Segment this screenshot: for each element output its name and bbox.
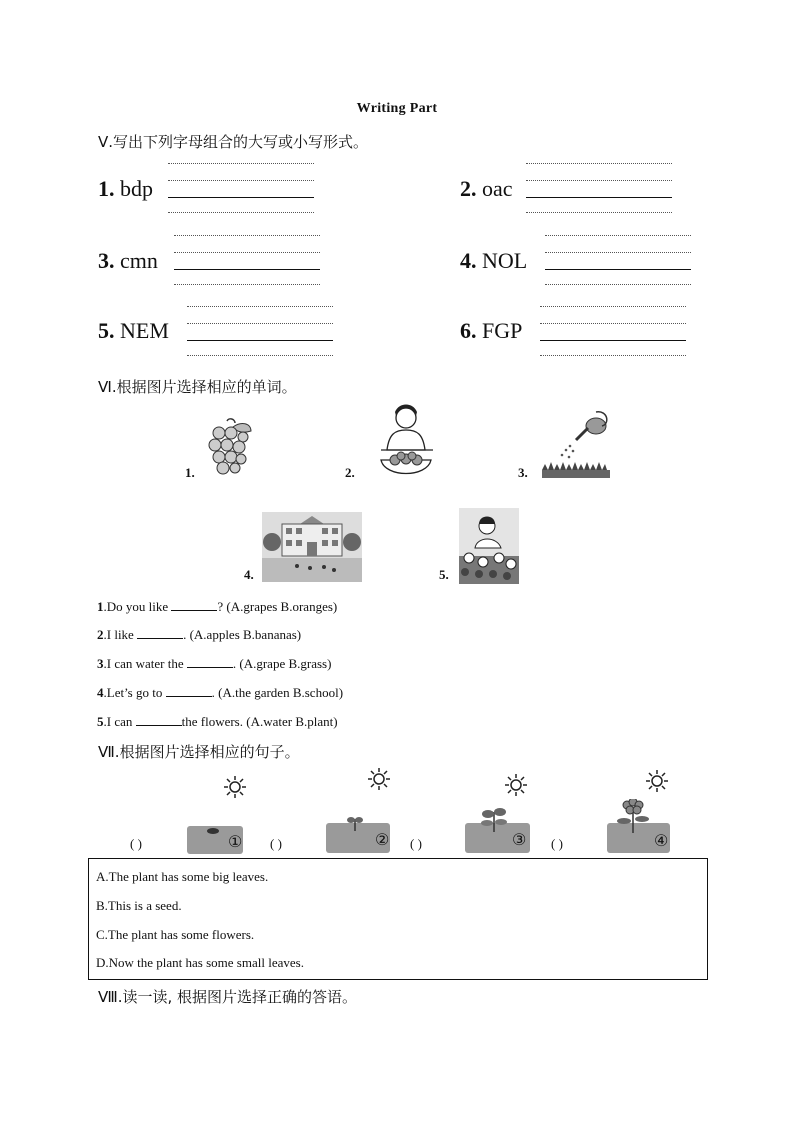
writing-lines-2[interactable]	[526, 163, 672, 213]
plant-leaves-icon	[480, 806, 508, 832]
sentence-number: 4	[97, 685, 104, 700]
section-6-heading: Ⅵ.根据图片选择相应的单词。	[98, 378, 297, 396]
letter-item-4	[460, 248, 527, 274]
item-letters: cmn	[120, 248, 158, 273]
picture-4-number: 4.	[244, 567, 254, 582]
panel-label-4: ④	[654, 833, 669, 850]
sentence-1	[97, 599, 337, 615]
grapes-icon	[205, 417, 255, 479]
sentence-text: .I can	[103, 714, 136, 729]
section-8-heading: Ⅷ.读一读, 根据图片选择正确的答语。	[98, 988, 358, 1006]
picture-3-number: 3.	[518, 465, 528, 480]
sentence-text: .I can water the	[103, 656, 187, 671]
answer-blank[interactable]	[187, 657, 233, 668]
item-number: 6.	[460, 318, 477, 343]
answer-paren-2[interactable]: ( )	[270, 836, 282, 851]
answer-paren-4[interactable]: ( )	[551, 836, 563, 851]
answer-paren-3[interactable]: ( )	[410, 836, 422, 851]
item-letters: oac	[482, 176, 513, 201]
answer-blank[interactable]	[171, 600, 217, 611]
letter-item-3	[98, 248, 158, 274]
writing-lines-5[interactable]	[187, 306, 333, 356]
boy-planting-flowers-icon	[459, 508, 519, 584]
sentence-3	[97, 656, 331, 672]
option-a: A.The plant has some big leaves.	[96, 869, 269, 884]
panel-label-1: ①	[228, 834, 243, 851]
letter-item-6	[460, 318, 522, 344]
item-number: 5.	[98, 318, 115, 343]
writing-lines-6[interactable]	[540, 306, 686, 356]
sentence-5	[97, 714, 338, 730]
sentence-choices: . (A.the garden B.school)	[211, 685, 344, 700]
item-number: 3.	[98, 248, 115, 273]
option-c: C.The plant has some flowers.	[96, 927, 255, 942]
sentence-number: 3	[97, 656, 104, 671]
section-5-heading: Ⅴ.写出下列字母组合的大写或小写形式。	[98, 133, 369, 151]
sun-icon	[505, 774, 527, 796]
watering-can-grass-icon	[540, 404, 612, 480]
item-letters: FGP	[482, 318, 523, 343]
sun-icon	[368, 768, 390, 790]
answer-blank[interactable]	[166, 686, 212, 697]
picture-1-number: 1.	[185, 465, 195, 480]
sentence-choices: ? (A.grapes B.oranges)	[217, 599, 338, 614]
option-d: D.Now the plant has some small leaves.	[96, 955, 304, 970]
sentence-choices: the flowers. (A.water B.plant)	[181, 714, 338, 729]
school-building-icon	[262, 512, 362, 582]
option-b: B.This is a seed.	[96, 898, 182, 913]
item-number: 2.	[460, 176, 477, 201]
sentence-4	[97, 685, 343, 701]
page-title: Writing Part	[356, 101, 438, 116]
answer-paren-1[interactable]: ( )	[130, 836, 142, 851]
letter-item-5	[98, 318, 169, 344]
sentence-number: 5	[97, 714, 104, 729]
item-letters: bdp	[120, 176, 153, 201]
girl-with-fruit-bowl-icon	[373, 404, 439, 484]
sentence-text: .Let’s go to	[103, 685, 166, 700]
panel-label-2: ②	[375, 832, 390, 849]
answer-blank[interactable]	[137, 628, 183, 639]
sun-icon	[224, 776, 246, 798]
item-letters: NOL	[482, 248, 528, 273]
sentence-text: .I like	[103, 627, 138, 642]
letter-item-2	[460, 176, 513, 202]
section-7-heading: Ⅶ.根据图片选择相应的句子。	[98, 743, 300, 761]
item-letters: NEM	[120, 318, 169, 343]
sun-icon	[646, 770, 668, 792]
writing-lines-3[interactable]	[174, 235, 320, 285]
sprout-leaves-icon	[345, 815, 365, 831]
sentence-text: .Do you like	[103, 599, 172, 614]
answer-blank[interactable]	[136, 715, 182, 726]
item-number: 1.	[98, 176, 115, 201]
picture-5-number: 5.	[439, 567, 449, 582]
letter-item-1	[98, 176, 153, 202]
panel-label-3: ③	[512, 832, 527, 849]
sentence-2	[97, 627, 301, 643]
sentence-number: 2	[97, 627, 104, 642]
writing-lines-1[interactable]	[168, 163, 314, 213]
sentence-choices: . (A.grape B.grass)	[232, 656, 332, 671]
picture-2-number: 2.	[345, 465, 355, 480]
writing-lines-4[interactable]	[545, 235, 691, 285]
sentence-number: 1	[97, 599, 104, 614]
plant-flowers-icon	[617, 799, 649, 833]
sentence-choices: . (A.apples B.bananas)	[183, 627, 302, 642]
item-number: 4.	[460, 248, 477, 273]
